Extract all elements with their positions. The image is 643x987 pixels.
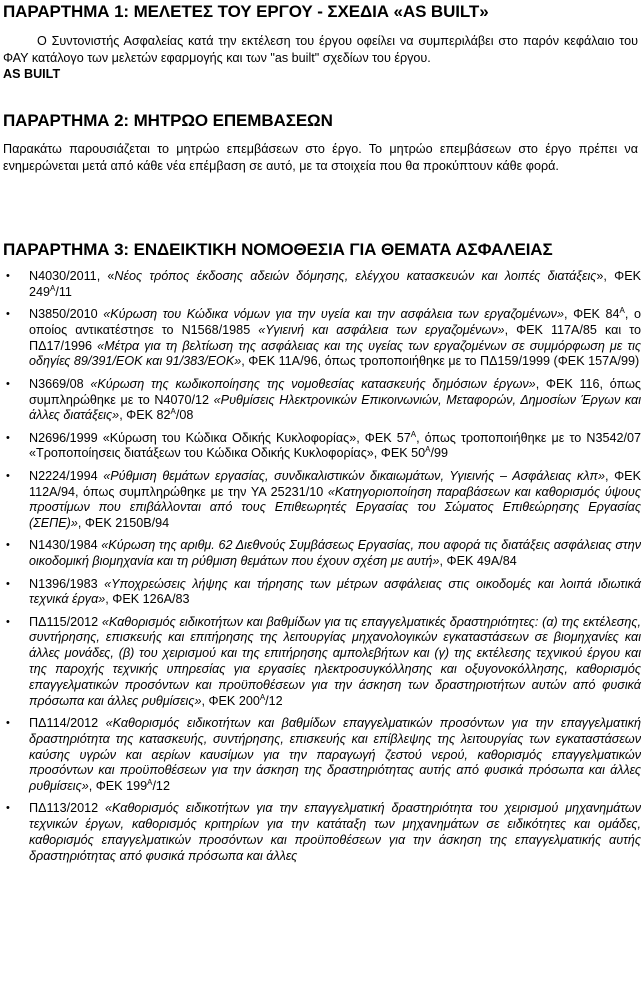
list-item: • Ν2224/1994 «Ρύθμιση θεμάτων εργασίας, συνδικαλιστικών δικαιωμάτων, Υγιεινής – Ασφάλειας κλπ», ΦΕΚ 112Α/94, όπως συμπληρώθηκε με την ΥΑ 25231/10 «Κατηγοριοποίηση παραβάσεων και καθορισμός ύψους προστίμων που επιβάλλονται από τους Επιθεωρητές Εργασίας του Σώματος Επιθεώρησης Εργασίας (ΣΕΠΕ)», ΦΕΚ 2150Β/94	[6, 468, 641, 531]
appendix-1-text: Ο Συντονιστής Ασφαλείας κατά την εκτέλεση του έργου οφείλει να συμπεριλάβει στο παρόν κεφάλαιο του ΦΑΥ κατάλογο των μελετών εφαρμογής και των "as built" σχεδίων του έργου.	[3, 34, 638, 65]
bullet-icon: •	[6, 431, 10, 444]
list-item: • ΠΔ113/2012 «Καθορισμός ειδικοτήτων για την επαγγελματική δραστηριότητα του χειρισμού μηχανημάτων τεχνικών έργων, καθορισμός κριτηρίων για την κατάταξη των μηχανημάτων σε ειδικότητες και ομάδες, καθορισμός επαγγελματικών προσόντων και προϋποθέσεων για την άσκηση της επαγγελματικής αυτής δραστηριότητας από φυσικά πρόσωπα και άλλες	[6, 801, 641, 863]
bullet-icon: •	[6, 615, 10, 628]
bullet-icon: •	[6, 577, 10, 590]
list-item: • Ν1396/1983 «Υποχρεώσεις λήψης και τήρησης των μέτρων ασφάλειας στις οικοδομές και λοιπά ιδιωτικά τεχνικά έργα», ΦΕΚ 126Α/83	[6, 576, 641, 607]
bullet-icon: •	[6, 802, 10, 815]
appendix-3-heading: ΠΑΡΑΡΤΗΜΑ 3: ΕΝΔΕΙΚΤΙΚΗ ΝΟΜΟΘΕΣΙΑ ΓΙΑ ΘΕΜΑΤΑ ΑΣΦΑΛΕΙΑΣ	[3, 240, 553, 259]
list-item: • Ν4030/2011, «Νέος τρόπος έκδοσης αδειών δόμησης, ελέγχου κατασκευών και λοιπές διατάξεις», ΦΕΚ $249^A/11$	[6, 269, 641, 299]
list-item: • Ν1430/1984 «Κύρωση της αριθμ. 62 Διεθνούς Συμβάσεως Εργασίας, που αφορά τις διατάξεις ασφάλειας στην οικοδομική βιομηχανία και τη ρύθμιση θεμάτων που έχουν σχέση με αυτή», ΦΕΚ 49Α/84	[6, 538, 641, 569]
bullet-icon: •	[6, 308, 10, 321]
bullet-icon: •	[6, 270, 10, 282]
list-item: • ΠΔ114/2012 «Καθορισμός ειδικοτήτων και βαθμίδων επαγγελματικών προσόντων για την επαγγελματική δραστηριότητα της κατασκευής, συντήρησης, επισκευής και επίβλεψης της λειτουργίας των εγκαταστάσεων καύσης υγρών και αερίων καυσίμων για την παραγωγή ζεστού νερού, καθορισμός επαγγελματικών προσόντων και προϋποθέσεων για την άσκηση της δραστηριότητας αυτής από φυσικά πρόσωπα και άλλες ρυθμίσεις», ΦΕΚ $199^A/12$	[6, 715, 641, 794]
appendix-2-text: Παρακάτω παρουσιάζεται το μητρώο επεμβάσεων στο έργο. Το μητρώο επεμβάσεων στο έργο πρέπει να ενημερώνεται μετά από κάθε νέα επέμβαση σε αυτό, με τα στοιχεία που θα προκύπτουν κάθε φορά.	[3, 142, 638, 173]
appendix-1-heading: ΠΑΡΑΡΤΗΜΑ 1: ΜΕΛΕΤΕΣ ΤΟΥ ΕΡΓΟΥ - ΣΧΕΔΙΑ «AS BUILT»	[3, 2, 489, 21]
bullet-icon: •	[6, 539, 10, 552]
bullet-icon: •	[6, 377, 10, 390]
as-built-label: AS BUILT	[3, 67, 61, 81]
list-item: • Ν2696/1999 «Κύρωση του Κώδικα Οδικής Κυκλοφορίας», ΦΕΚ $57^A$, όπως τροποποιήθηκε με το Ν3542/07 «Τροποποίησεις διατάξεων του Κώδικα Οδικής Κυκλοφορίας», ΦΕΚ $50^A/99$	[6, 429, 641, 461]
list-item: • Ν3669/08 «Κύρωση της κωδικοποίησης της νομοθεσίας κατασκευής δημόσιων έργων», ΦΕΚ 116, όπως συμπληρώθηκε με το Ν4070/12 «Ρυθμίσεις Ηλεκτρονικών Επικοινωνιών, Μεταφορών, Δημοσίων Έργων και άλλες διατάξεις», ΦΕΚ $82^A/08$	[6, 376, 641, 423]
list-item: • Ν3850/2010 «Κύρωση του Κώδικα νόμων για την υγεία και την ασφάλεια των εργαζομένων», ΦΕΚ $84^A$, ο οποίος αντικατέστησε το Ν1568/1985 «Υγιεινή και ασφάλεια των εργαζομένων», ΦΕΚ 117Α/85 και το ΠΔ17/1996 «Μέτρα για τη βελτίωση της ασφάλειας και της υγείας των εργαζομένων σε συμμόρφωση με τις οδηγίες 89/391/ΕΟΚ και 91/383/ΕΟΚ», ΦΕΚ 11Α/96, όπως τροποποιήθηκε με το ΠΔ159/1999 (ΦΕΚ 157Α/99)	[6, 305, 641, 369]
legislation-list	[0, 269, 643, 871]
list-item: • ΠΔ115/2012 «Καθορισμός ειδικοτήτων και βαθμίδων για τις επαγγελματικές δραστηριότητες: (α) της εκτέλεσης, συντήρησης, επισκευής και επιτήρησης της λειτουργίας μηχανολογικών εγκαταστάσεων σε βιομηχανίες και άλλες μονάδες, (β) του χειρισμού και της επιτήρησης αμπολεβήτων και (γ) της εκτέλεσης τεχνικού έργου και της παροχής τεχνικής υπηρεσίας για εργασίες ηλεκτροσυγκόλλησης και οξυγονοκόλλησης, καθορισμός επαγγελματικών προσόντων και προϋποθέσεων για την άσκηση των δραστηριοτήτων αυτών από φυσικά πρόσωπα και άλλες ρυθμίσεις», ΦΕΚ $200^A/12$	[6, 614, 641, 708]
bullet-icon: •	[6, 469, 10, 482]
bullet-icon: •	[6, 716, 10, 729]
appendix-2-heading: ΠΑΡΑΡΤΗΜΑ 2: ΜΗΤΡΩΟ ΕΠΕΜΒΑΣΕΩΝ	[3, 111, 333, 130]
